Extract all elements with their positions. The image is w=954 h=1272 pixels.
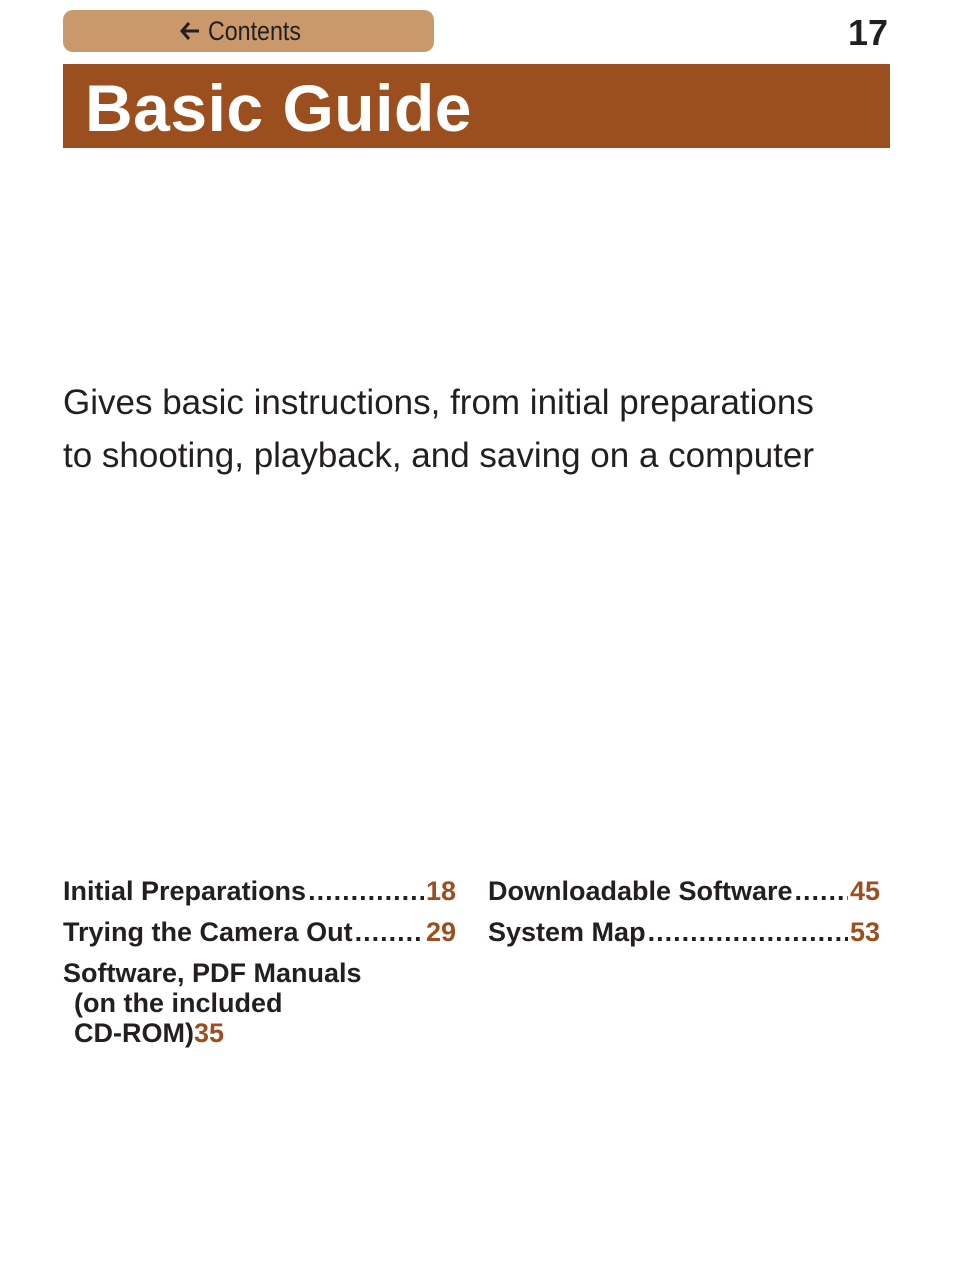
toc-entry-software-pdf-manuals[interactable] [63, 958, 456, 1048]
toc-entry-title-line-1: Software, PDF Manuals [63, 958, 362, 988]
toc-entry-last-line [63, 1018, 456, 1048]
toc-left-column [63, 876, 456, 1048]
toc-entry-page: 18 [425, 876, 456, 906]
toc-leader-dots [795, 876, 848, 907]
intro-line-2: to shooting, playback, and saving on a computer [63, 436, 815, 475]
toc-entry-title: Downloadable Software [488, 876, 793, 906]
toc-entry-title: System Map [488, 917, 646, 947]
toc-entry-title-line-2: (on the included [74, 988, 283, 1018]
toc-entry-title-line-3: CD-ROM) [74, 1018, 194, 1048]
arrow-left-icon [180, 21, 200, 41]
toc-entry-downloadable-software[interactable] [488, 876, 880, 917]
toc-entry-system-map[interactable] [488, 917, 880, 958]
toc-entry-title: Trying the Camera Out [63, 917, 353, 947]
toc-leader-dots [648, 917, 848, 948]
toc-entry-trying-camera-out[interactable] [63, 917, 456, 958]
toc-leader-dots [355, 917, 424, 948]
toc-entry-page: 35 [193, 1018, 225, 1048]
toc-entry-page: 53 [849, 917, 880, 947]
page-number: 17 [847, 12, 888, 53]
toc-entry-initial-preparations[interactable] [63, 876, 456, 917]
title-bar [63, 64, 890, 148]
toc-entry-title: Initial Preparations [63, 876, 307, 906]
toc-leader-dots [308, 876, 424, 907]
intro-text [63, 376, 883, 482]
contents-label: Contents [208, 15, 302, 46]
intro-line-1: Gives basic instructions, from initial preparations [63, 383, 814, 422]
contents-button[interactable] [63, 10, 434, 52]
toc-right-column [488, 876, 880, 958]
toc-entry-page: 29 [425, 917, 456, 947]
page-title: Basic Guide [85, 71, 472, 145]
toc-entry-page: 45 [849, 876, 880, 906]
